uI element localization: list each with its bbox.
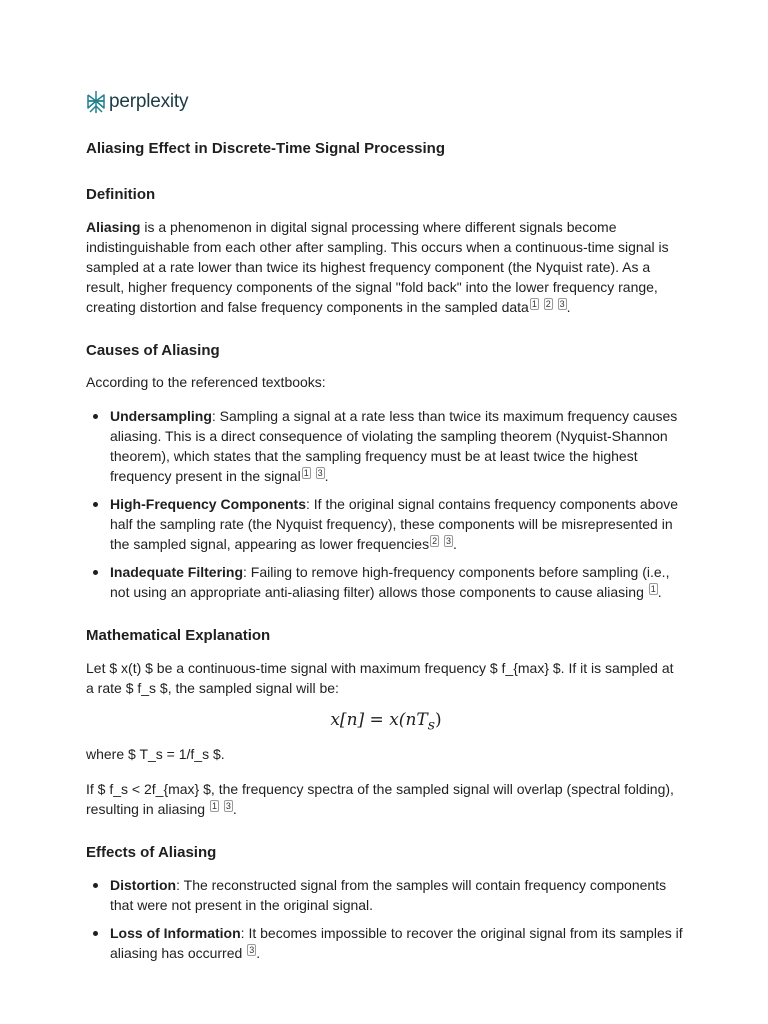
list-item: Distortion: The reconstructed signal from the samples will contain frequency components that were not present in the original signal. <box>86 875 686 915</box>
citation-1[interactable]: 1 <box>211 801 217 811</box>
list-item: High-Frequency Components: If the original signal contains frequency components above half the sampling rate (the Nyquist frequency), these components will be misrepresented in the sampled signal, appearing as lower frequencies $^2$ $^3$ . <box>86 494 686 554</box>
bullet <box>93 414 98 419</box>
list-item: Inadequate Filtering: Failing to remove high-frequency components before sampling (i.e., not using an appropriate anti-aliasing filter) allows those components to cause aliasing $^1$ . <box>86 562 686 602</box>
citation-1[interactable]: 1 <box>650 584 656 594</box>
effects-list <box>86 875 686 971</box>
citation-1[interactable]: 1 <box>303 468 309 478</box>
citation-3[interactable]: 3 <box>559 299 565 309</box>
citation-1[interactable]: 1 <box>531 299 537 309</box>
definition-text: is a phenomenon in digital signal processing where different signals become indistinguishable from each other after sampling. This occurs when a continuous-time signal is sampled at a rate lower than twice its highest frequency component (the Nyquist rate). As a result, higher frequency components of the signal "fold back" into the lower frequency range, creating distortion and false frequency components in the sampled data <box>86 219 669 315</box>
sampling-formula: $x[n] = x(nT_s)$ <box>330 710 442 734</box>
causes-list <box>86 406 686 610</box>
brand-name: perplexity <box>109 91 189 112</box>
definition-heading: Definition <box>86 186 156 203</box>
perplexity-logo-icon <box>86 90 106 114</box>
list-item: Undersampling: Sampling a signal at a rate less than twice its maximum frequency causes aliasing. This is a direct consequence of violating the sampling theorem (Nyquist-Shannon theorem), which states that the sampling frequency must be at least twice the highest frequency present in the signal $^1$ $^3$ . <box>86 406 686 486</box>
citation-3[interactable]: 3 <box>317 468 323 478</box>
perplexity-logo[interactable] <box>86 90 188 114</box>
bullet <box>93 502 98 507</box>
math-intro: Let $ x(t) $ be a continuous-time signal with maximum frequency $ f_{max} $. If it is sampled at a rate $ f_s $, the sampled signal will be: <box>86 660 674 696</box>
page-title: Aliasing Effect in Discrete-Time Signal Processing <box>86 140 445 157</box>
citation-3[interactable]: 3 <box>446 536 452 546</box>
citation-3[interactable]: 3 <box>249 945 255 955</box>
math-condition: If $ f_s < 2f_{max} $, the frequency spectra of the sampled signal will overlap (spectral folding), resulting in aliasing $^1$ $^3$ . <box>86 781 674 817</box>
causes-heading: Causes of Aliasing <box>86 342 220 359</box>
definition-paragraph: Aliasing is a phenomenon in digital signal processing where different signals become indistinguishable from each other after sampling. This occurs when a continuous-time signal is sampled at a rate lower than twice its highest frequency component (the Nyquist rate). As a result, higher frequency components of the signal "fold back" into the lower frequency range, creating distortion and false frequency components in the sampled data $^1$ $^2$ $^3$ . <box>86 219 669 315</box>
definition-term: Aliasing <box>86 219 141 235</box>
effects-heading: Effects of Aliasing <box>86 844 217 861</box>
citation-2[interactable]: 2 <box>545 299 551 309</box>
bullet <box>93 570 98 575</box>
causes-intro: According to the referenced textbooks: <box>86 374 326 390</box>
list-item: Loss of Information: It becomes impossible to recover the original signal from its samples if aliasing has occurred $^3$ . <box>86 923 686 963</box>
citation-3[interactable]: 3 <box>225 801 231 811</box>
math-heading: Mathematical Explanation <box>86 627 271 644</box>
math-where: where $ T_s = 1/f_s $. <box>86 746 225 762</box>
bullet <box>93 931 98 936</box>
bullet <box>93 883 98 888</box>
citation-2[interactable]: 2 <box>432 536 438 546</box>
